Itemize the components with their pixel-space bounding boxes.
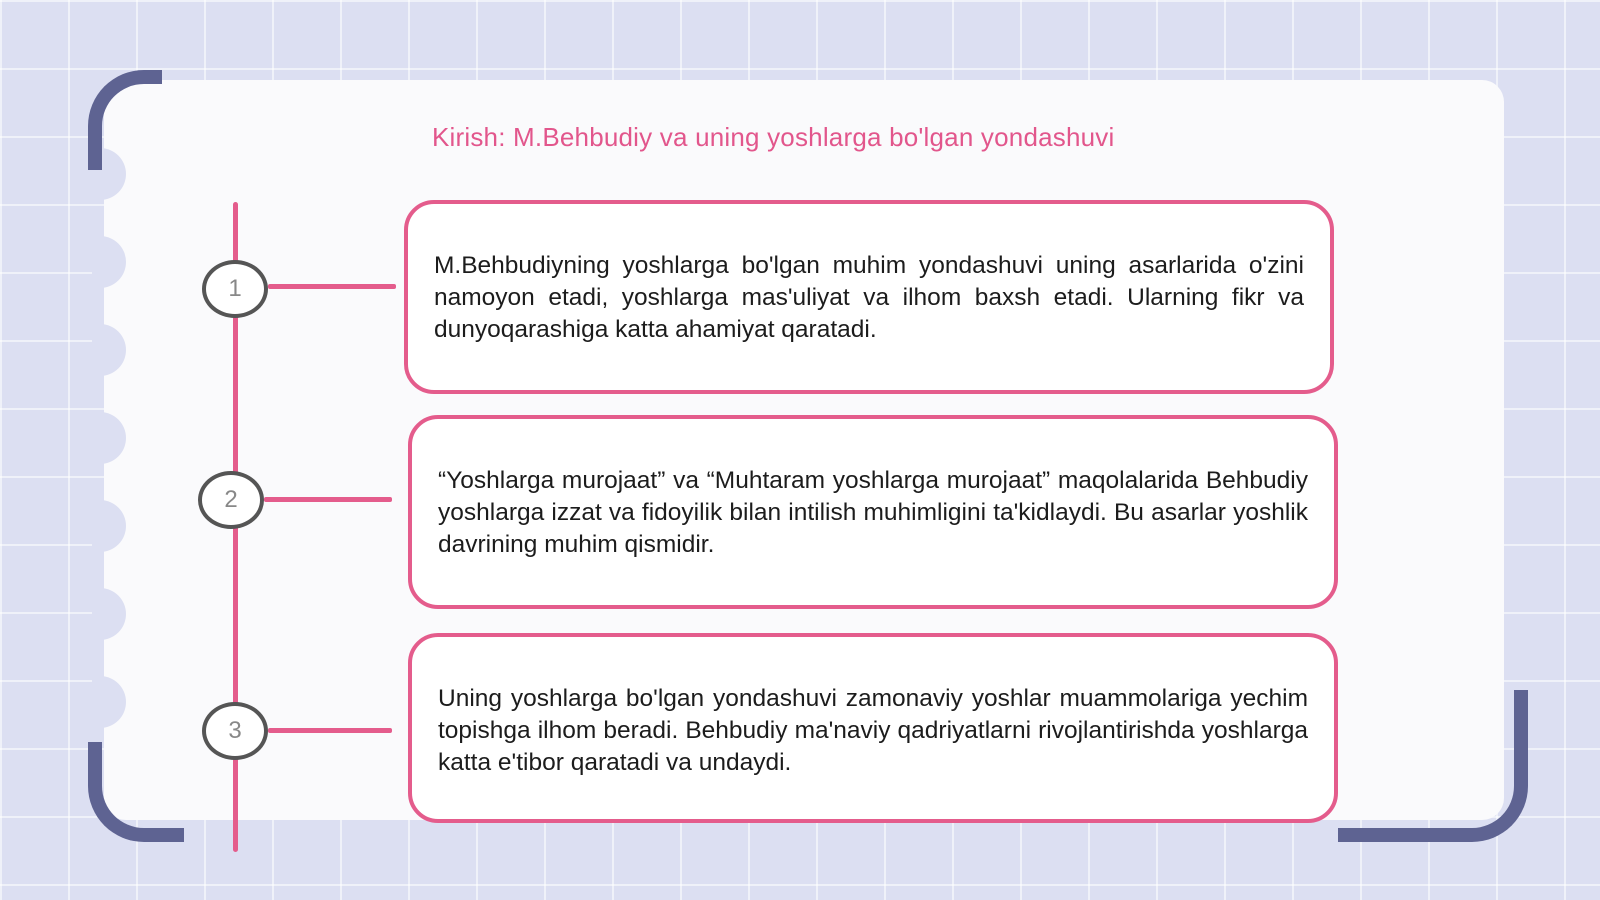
step-number-2: 2 [198,471,264,529]
step-text-1: M.Behbudiyning yoshlarga bo'lgan muhim yondashuvi uning asarlarida o'zini namoyon etadi, yoshlarga mas'uliyat va ilhom baxsh etadi. Ularning fikr va dunyoqarashiga katta ahamiyat qaratadi. [434,252,1304,343]
step-text-2: “Yoshlarga murojaat” va “Muhtaram yoshlarga murojaat” maqolalarida Behbudiy yoshlarga izzat va fidoyilik bilan intilish muhimligini ta'kidlaydi. Bu asarlar yoshlik davrining muhim qismidir. [438,467,1308,558]
step-number-3: 3 [202,702,268,760]
step-connector-3 [268,728,392,733]
corner-bracket-bottom-left [88,742,184,842]
slide-title: Kirish: M.Behbudiy va uning yoshlarga bo'lgan yondashuvi [432,122,1115,152]
step-card-1 [404,200,1334,394]
corner-bracket-bottom-right [1338,690,1528,842]
step-number-1: 1 [202,260,268,318]
step-card-3 [408,633,1338,823]
step-text-3: Uning yoshlarga bo'lgan yondashuvi zamonaviy yoshlar muammolariga yechim topishga ilhom beradi. Behbudiy ma'naviy qadriyatlarni rivojlantirishda yoshlarga katta e'tibor qaratadi va undaydi. [438,685,1308,776]
corner-bracket-top-left [88,70,162,170]
step-connector-1 [268,284,396,289]
step-connector-2 [264,497,392,502]
step-card-2 [408,415,1338,609]
